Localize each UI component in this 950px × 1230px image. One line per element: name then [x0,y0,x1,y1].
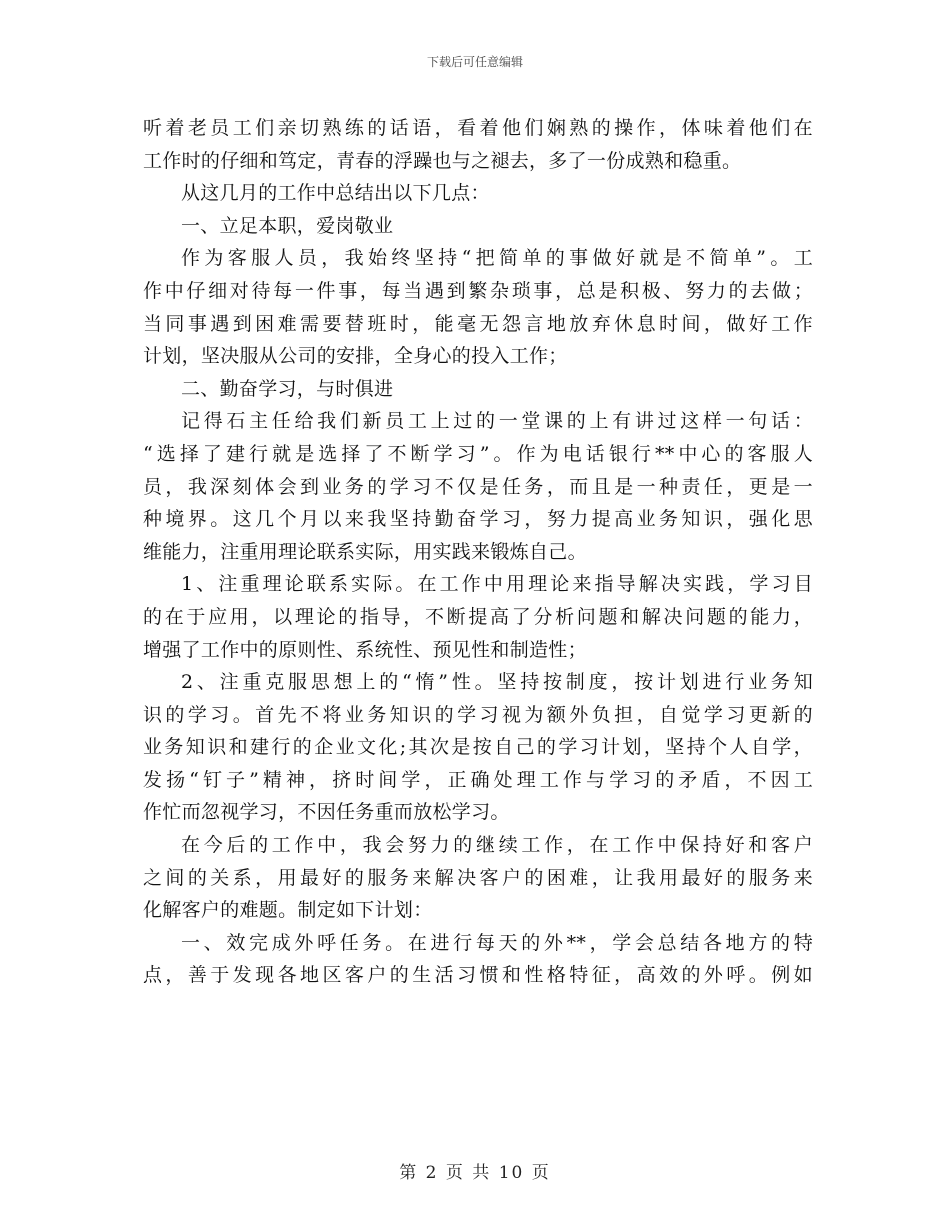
text-line: 作为客服人员，我始终坚持“把简单的事做好就是不简单”。工 [181,247,813,270]
text-line: 识的学习。首先不将业务知识的学习视为额外负担，自觉学习更新的 [143,703,813,726]
text-line: 业务知识和建行的企业文化;其次是按自己的学习计划，坚持个人自学， [143,736,813,759]
text-line: 作中仔细对待每一件事，每当遇到繁杂琐事，总是积极、努力的去做； [143,279,813,302]
text-line: 作忙而忽视学习，不因任务重而放松学习。 [143,801,510,824]
page-header: 下载后可任意编辑 [426,55,523,69]
text-line: 一、效完成外呼任务。在进行每天的外**，学会总结各地方的特 [181,931,813,954]
text-line: 从这几月的工作中总结出以下几点： [181,182,490,205]
document-body [143,112,813,992]
text-line: 当同事遇到困难需要替班时，能毫无怨言地放弃休息时间，做好工作 [143,312,813,335]
text-line: 工作时的仔细和笃定，青春的浮躁也与之褪去，多了一份成熟和稳重。 [143,149,742,172]
text-line: 计划，坚决服从公司的安排，全身心的投入工作； [143,345,568,368]
text-line: 之间的关系，用最好的服务来解决客户的困难，让我用最好的服务来 [143,866,813,889]
page-number: 第 2 页 共 10 页 [399,1163,551,1183]
text-line: 化解客户的难题。制定如下计划： [143,899,433,922]
text-line: 点，善于发现各地区客户的生活习惯和性格特征，高效的外呼。例如 [143,964,813,987]
text-line: 发扬“钉子”精神，挤时间学，正确处理工作与学习的矛盾，不因工 [143,768,813,791]
text-line: 一、立足本职，爱岗敬业 [181,214,394,237]
text-line: 2、注重克服思想上的“惰”性。坚持按制度，按计划进行业务知 [181,671,813,694]
text-line: 1、注重理论联系实际。在工作中用理论来指导解决实践，学习目 [181,573,813,596]
text-line: 员，我深刻体会到业务的学习不仅是任务，而且是一种责任，更是一 [143,475,813,498]
text-line: 听着老员工们亲切熟练的话语，看着他们娴熟的操作，体味着他们在 [143,117,813,139]
text-line: 记得石主任给我们新员工上过的一堂课的上有讲过这样一句话： [181,410,813,433]
text-line: 维能力，注重用理论联系实际，用实践来锻炼自己。 [143,540,587,563]
text-line: 在今后的工作中，我会努力的继续工作，在工作中保持好和客户 [181,834,813,857]
text-line: “选择了建行就是选择了不断学习”。作为电话银行**中心的客服人 [143,442,813,465]
text-line: 二、勤奋学习，与时俱进 [181,377,394,400]
text-line: 的在于应用，以理论的指导，不断提高了分析问题和解决问题的能力， [143,605,813,628]
text-line: 增强了工作中的原则性、系统性、预见性和制造性； [143,638,587,661]
text-line: 种境界。这几个月以来我坚持勤奋学习，努力提高业务知识，强化思 [143,508,813,531]
